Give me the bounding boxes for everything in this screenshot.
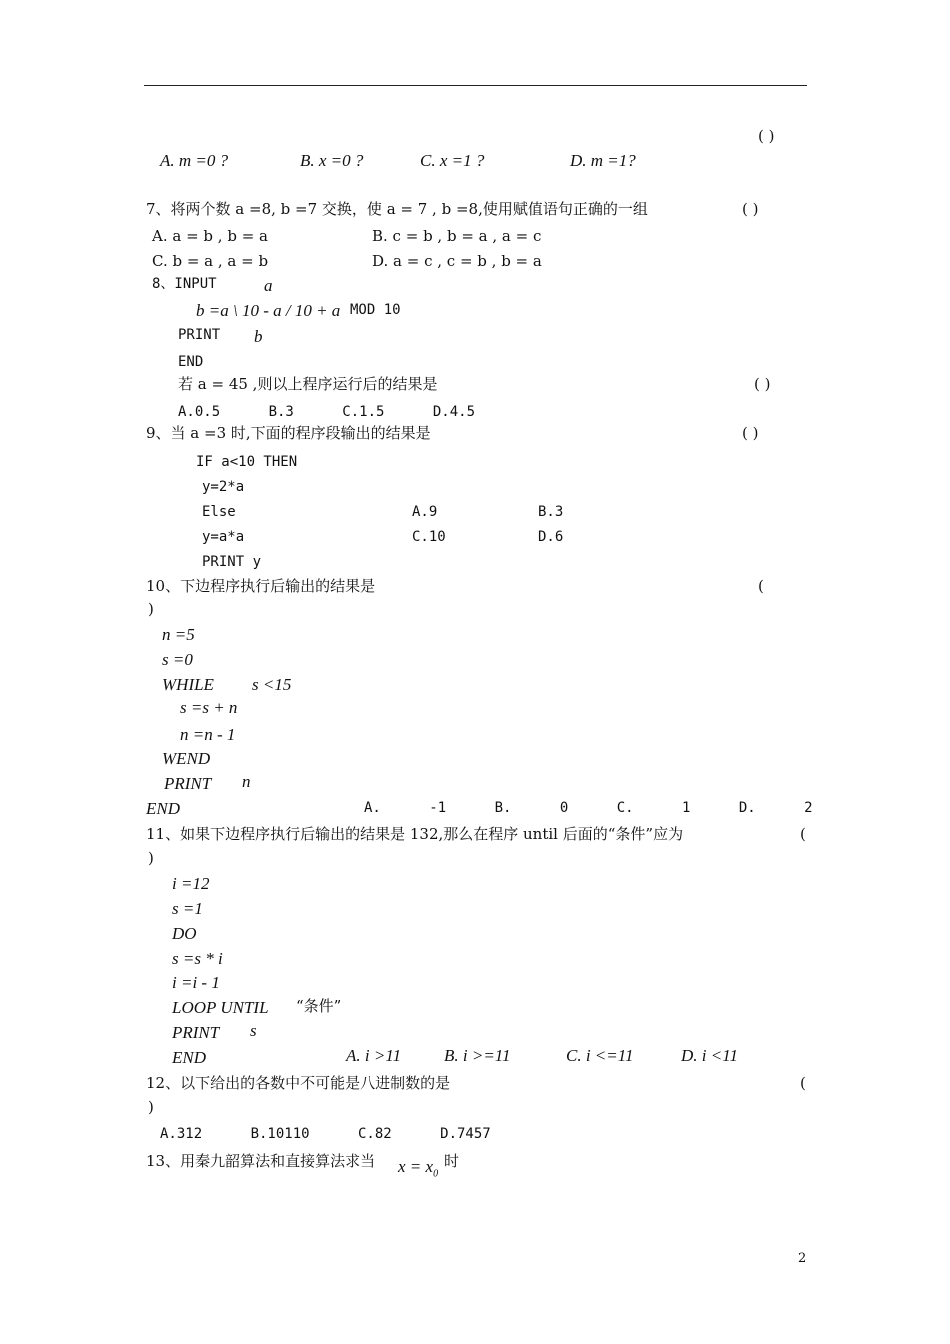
q10-code-line: s =s + n — [180, 698, 238, 717]
q9-code-line: y=a*a — [202, 529, 245, 545]
q10-code-line: n =5 — [162, 625, 195, 644]
q6-answer-paren: ( ) — [758, 127, 775, 145]
q9-option-d: D.6 — [538, 529, 564, 545]
q6-option-c: C. x =1 ? — [420, 151, 485, 170]
q10-print-var: n — [242, 772, 251, 791]
q11-paren-open: ( — [800, 825, 806, 843]
q10-paren-open: ( — [758, 577, 764, 595]
q11-stem: 11、如果下边程序执行后输出的结果是 132,那么在程序 until 后面的“条件”应为 — [146, 825, 684, 843]
q7-option-a: A. a = b , b = a — [152, 227, 268, 245]
header-rule — [144, 85, 807, 86]
q8-end: END — [178, 354, 204, 370]
q10-code-line: s =0 — [162, 650, 193, 669]
q8-options: A.0.5 B.3 C.1.5 D.4.5 — [178, 404, 476, 420]
q9-code-line: Else — [202, 504, 236, 520]
q11-code-line: END — [172, 1048, 206, 1067]
q12-stem: 12、以下给出的各数中不可能是八进制数的是 — [146, 1074, 451, 1092]
page-number: 2 — [798, 1251, 807, 1266]
q9-option-a: A.9 — [412, 504, 438, 520]
q6-option-d: D. m =1? — [570, 151, 636, 170]
q10-code-line: n =n - 1 — [180, 725, 236, 744]
q9-option-c: C.10 — [412, 529, 446, 545]
q9-option-b: B.3 — [538, 504, 564, 520]
q6-option-a: A. m =0 ? — [160, 151, 229, 170]
q13-stem: 13、用秦九韶算法和直接算法求当 — [146, 1152, 376, 1170]
q10-stem: 10、下边程序执行后输出的结果是 — [146, 577, 376, 595]
q10-code-cond: s <15 — [252, 675, 292, 694]
q10-code-line: WHILE — [162, 675, 214, 694]
q11-condition: “条件” — [296, 997, 342, 1015]
q11-paren-close: ) — [148, 849, 154, 867]
q13-math-expr: x = x — [398, 1157, 434, 1176]
q7-stem: 7、将两个数 a =8, b =7 交换，使 a = 7 , b =8,使用赋值语句正确的一组 — [146, 200, 648, 218]
q10-options: A. -1 B. 0 C. 1 D. 2 — [364, 800, 813, 816]
q6-option-b: B. x =0 ? — [300, 151, 364, 170]
q8-print: PRINT — [178, 327, 221, 343]
q11-print-var: s — [250, 1021, 257, 1040]
q11-option-c: C. i <=11 — [566, 1046, 634, 1065]
q9-code-line: PRINT y — [202, 554, 262, 570]
q7-option-d: D. a = c , c = b , b = a — [372, 252, 542, 270]
q10-code-line: PRINT — [164, 774, 212, 793]
q13-math-sub: 0 — [433, 1168, 439, 1180]
q8-print-var: b — [254, 327, 263, 346]
q11-code-line: PRINT — [172, 1023, 220, 1042]
q8-stem: 若 a = 45 ,则以上程序运行后的结果是 — [178, 375, 438, 393]
q7-answer-paren: ( ) — [742, 200, 759, 218]
q8-assign-line: b =a \ 10 - a / 10 + a — [196, 301, 341, 320]
q9-code-line: y=2*a — [202, 479, 245, 495]
q12-paren-close: ) — [148, 1098, 154, 1116]
q10-code-line: END — [146, 799, 180, 818]
q11-option-b: B. i >=11 — [444, 1046, 511, 1065]
q9-code-line: IF a<10 THEN — [196, 454, 298, 470]
q8-answer-paren: ( ) — [754, 375, 771, 393]
q10-paren-close: ) — [148, 600, 154, 618]
q11-code-line: s =s * i — [172, 949, 223, 968]
q10-code-line: WEND — [162, 749, 211, 768]
q11-code-line: i =i - 1 — [172, 973, 220, 992]
q11-option-d: D. i <11 — [681, 1046, 738, 1065]
q13-math — [398, 1158, 438, 1183]
q11-option-a: A. i >11 — [346, 1046, 402, 1065]
q11-code-line: LOOP UNTIL — [172, 998, 269, 1017]
q8-input-var: a — [264, 276, 273, 295]
q12-paren-open: ( — [800, 1074, 806, 1092]
q11-code-line: DO — [172, 924, 197, 943]
q7-option-b: B. c = b , b = a , a = c — [372, 227, 542, 245]
q11-code-line: s =1 — [172, 899, 203, 918]
q9-stem: 9、当 a =3 时,下面的程序段输出的结果是 — [146, 424, 431, 442]
q9-answer-paren: ( ) — [742, 424, 759, 442]
q12-options: A.312 B.10110 C.82 D.7457 — [160, 1126, 491, 1142]
q11-code-line: i =12 — [172, 874, 210, 893]
q7-option-c: C. b = a , a = b — [152, 252, 269, 270]
q8-mod: MOD 10 — [350, 302, 401, 318]
q13-tail: 时 — [444, 1152, 460, 1170]
q8-input-line: 8、INPUT — [152, 276, 217, 292]
